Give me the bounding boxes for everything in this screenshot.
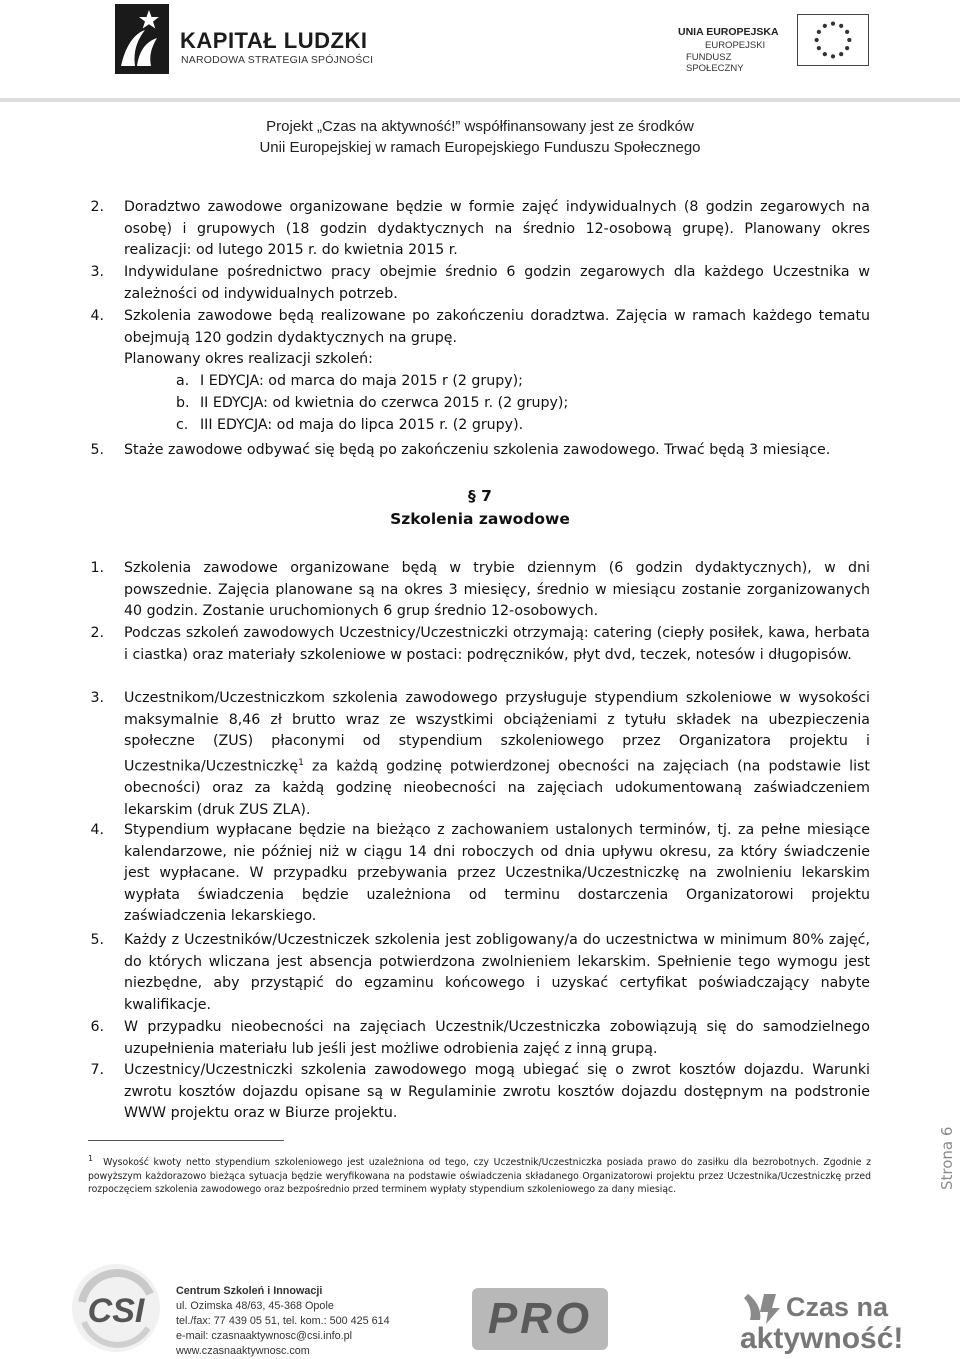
footnote-divider [88, 1140, 284, 1141]
list-number: 1. [90, 560, 104, 576]
sublist-item: I EDYCJA: od marca do maja 2015 r (2 grupy); [200, 373, 523, 389]
sublist-letter: b. [176, 395, 190, 411]
footnote-mark: 1 [88, 1154, 94, 1163]
org-address: ul. Ozimska 48/63, 45-368 Opole [176, 1300, 334, 1312]
eu-logo-text [678, 26, 788, 74]
footnote [88, 1152, 871, 1197]
czas-na-logo-line2: aktywność! [740, 1322, 904, 1355]
project-line-2: Unii Europejskiej w ramach Europejskiego Funduszu Społecznego [259, 139, 701, 156]
pro-logo [472, 1288, 608, 1350]
list-item: Szkolenia zawodowe będą realizowane po zakończeniu doradztwa. Zajęcia w ramach każdego tematu obejmują 120 godzin dydaktycznych na grupę. [124, 308, 870, 346]
czas-na-logo-line1: Czas na [786, 1292, 889, 1322]
org-phones: tel./fax: 77 439 05 51, tel. kom.: 500 425 614 [176, 1315, 390, 1327]
org-name: Centrum Szkoleń i Innowacji [176, 1285, 323, 1297]
csi-logo [70, 1262, 162, 1354]
list-item-continuation: Planowany okres realizacji szkoleń: [124, 351, 373, 367]
kapital-ludzki-subtitle: NARODOWA STRATEGIA SPÓJNOŚCI [181, 54, 374, 66]
page-header [0, 0, 960, 104]
sublist-letter: c. [176, 417, 189, 433]
list-item-text: za każdą godzinę potwierdzonej obecności na zajęciach (na podstawie list obecności) oraz za każdą godzinę nieobecności na zajęciach udokumentowaną zaświadczeniem lekarskim (druk ZUS ZLA). [124, 758, 870, 818]
list-number: 3. [90, 690, 104, 706]
kapital-ludzki-title: KAPITAŁ LUDZKI [180, 28, 368, 53]
list-item: Podczas szkoleń zawodowych Uczestnicy/Uczestniczki otrzymają: catering (ciepły posiłek, kawa, herbata i ciastka) oraz materiały szkoleniowe w postaci: podręczników, płyt dvd, teczek, notesów i długopisów. [124, 625, 870, 663]
contact-info [176, 1284, 390, 1359]
list-number: 2. [90, 199, 104, 215]
list-item: Stypendium wypłacane będzie na bieżąco z zachowaniem ustalonych terminów, tj. za pełne miesiące kalendarzowe, nie później niż w ciągu 14 dni roboczych od dnia upływu okresu, za który świadczenie jest wypłacane. W przypadku przebywania przez Uczestnika/Uczestniczkę na zwolnieniu lekarskim wypłata świadczenia będzie uzależniona od terminu dostarczenia Organizatorowi projektu zaświadczenia lekarskiego. [124, 822, 870, 925]
list-item [124, 688, 870, 821]
list-item: Indywidulane pośrednictwo pracy obejmie średnio 6 godzin zegarowych dla każdego Uczestnika w zależności od indywidualnych potrzeb. [124, 264, 870, 302]
list-item: W przypadku nieobecności na zajęciach Uczestnik/Uczestniczka zobowiązują się do samodzielnego uzupełnienia materiału lub jeśli jest możliwe odrobienia zajęć z inną grupą. [124, 1019, 870, 1057]
list-number: 4. [90, 822, 104, 838]
eu-name: UNIA EUROPEJSKA [678, 26, 779, 38]
list-number: 4. [90, 308, 104, 324]
header-divider [0, 98, 960, 102]
eu-fund-line2: FUNDUSZ SPOŁECZNY [686, 52, 744, 74]
kapital-ludzki-logo [115, 4, 169, 74]
list-number: 3. [90, 264, 104, 280]
section-number: § 7 [468, 487, 492, 505]
sublist-item: III EDYCJA: od maja do lipca 2015 r. (2 grupy). [200, 417, 524, 433]
list-item: Doradztwo zawodowe organizowane będzie w formie zajęć indywidualnych (8 godzin zegarowych na osobę) i grupowych (18 godzin dydaktycznych na średnio 12-osobową grupę). Planowany okres realizacji: od lutego 2015 r. do kwietnia 2015 r. [124, 199, 870, 259]
list-number: 5. [90, 442, 104, 458]
list-item: Staże zawodowe odbywać się będą po zakończeniu szkolenia zawodowego. Trwać będą 3 miesiące. [124, 442, 831, 458]
footnote-text: Wysokość kwoty netto stypendium szkoleniowego jest uzależniona od tego, czy Uczestnik/Uczestniczka posiada prawo do zasiłku dla bezrobotnych. Zgodnie z powyższym każdorazowo bieżąca sytuacja będzie weryfikowana na podstawie oświadczenia składanego Organizatorowi projektu przez Uczestnika/Uczestniczkę przed rozpoczęciem szkolenia zawodowego oraz bezpośrednio przed terminem wypłaty stypendium szkoleniowego za dany miesiąc. [88, 1157, 871, 1196]
project-line-1: Projekt „Czas na aktywność!” współfinansowany jest ze środków [266, 118, 694, 135]
list-item-text: Uczestnikom/Uczestniczkom szkolenia zawodowego przysługuje stypendium szkoleniowe w wysokości maksymalnie 8,46 zł brutto wraz ze wszystkimi obciążeniami z tytułu składek na ubezpieczenia społeczne (ZUS) płaconymi od stypendium szkoleniowego przez Organizatora projektu i Uczestnika/Uczestniczkę [124, 690, 870, 775]
footnote-ref[interactable]: 1 [298, 757, 304, 768]
section-title: Szkolenia zawodowe [390, 510, 570, 528]
list-number: 2. [90, 625, 104, 641]
list-number: 6. [90, 1019, 104, 1035]
pro-logo-text: PRO [487, 1294, 593, 1343]
csi-logo-text: CSI [87, 1292, 145, 1330]
eu-fund-line1: EUROPEJSKI [705, 40, 766, 51]
eu-flag-icon [797, 14, 869, 66]
sublist-item: II EDYCJA: od kwietnia do czerwca 2015 r. (2 grupy); [200, 395, 569, 411]
sublist-letter: a. [176, 373, 190, 389]
list-item: Każdy z Uczestników/Uczestniczek szkolenia jest zobligowany/a do uczestnictwa w minimum 80% zajęć, do których wliczana jest absencja potwierdzona zwolnieniem lekarskim. Spełnienie tego wymogu jest niezbędne, aby przystąpić do egzaminu końcowego i uzyskać certyfikat poświadczający nabyte kwalifikacje. [124, 932, 870, 1013]
list-item: Uczestnicy/Uczestniczki szkolenia zawodowego mogą ubiegać się o zwrot kosztów dojazdu. Warunki zwrotu kosztów dojazdu opisane są w Regulaminie zwrotu kosztów dojazdu dostępnym na podstronie WWW projektu oraz w Biurze projektu. [124, 1062, 870, 1122]
list-number: 5. [90, 932, 104, 948]
org-email[interactable]: e-mail: czasnaaktywnosc@csi.info.pl [176, 1330, 352, 1342]
project-statement [0, 116, 960, 158]
list-number: 7. [90, 1062, 104, 1078]
list-item: Szkolenia zawodowe organizowane będą w trybie dziennym (6 godzin dydaktycznych), w dni powszednie. Zajęcia planowane są na okres 3 miesięcy, średnio w miesiącu zostanie zorganizowanych 40 godzin. Zostanie uruchomionych 6 grup średnio 12-osobowych. [124, 560, 870, 620]
page-number: Strona 6 [938, 1126, 956, 1190]
org-www[interactable]: www.czasnaaktywnosc.com [176, 1345, 310, 1357]
